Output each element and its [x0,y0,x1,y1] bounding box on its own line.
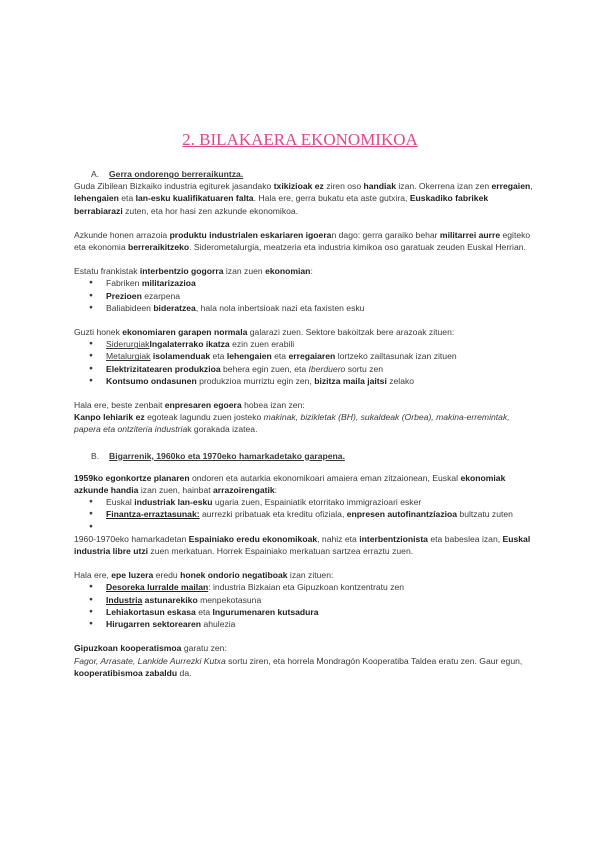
list-item: ● Hirugarren sektorearen ahulezia [74,618,534,630]
paragraph: Estatu frankistak interbentzio gogorra izan zuen ekonomian: [74,266,313,277]
paragraph: 1960-1970eko hamarkadetan Espainiako eredu ekonomikoak, nahiz eta interbentzionista eta babeslea izan, Euskal industria libre utzi zuen merkatuan. Horrek Espainiako merkatuan sartzea erraztu zuen. [74,533,531,557]
list-item [74,521,534,533]
paragraph: Gipuzkoan kooperatismoa garatu zen: [74,643,227,654]
bullet-list [74,338,534,387]
paragraph: Guzti honek ekonomiaren garapen normala galarazi zuen. Sektore bakoitzak bere arazoak zituen: [74,327,455,338]
paragraph: 1959ko egonkortze planaren ondoren eta autarkia ekonomikoari amaiera eman zitzaionean, Euskal ekonomiak azkunde handia izan zuen, hainbat arrazoirengatik: [74,472,506,496]
document-body [74,168,534,679]
paragraph: Fagor, Arrasate, Lankide Aurrezki Kutxa sortu ziren, eta horrela Mondragón Kooperatiba Taldea eratu zen. Gaur egun, kooperatibismoa zabaldu da. [74,655,523,678]
paragraph: Hala ere, beste zenbait enpresaren egoera hobea izan zen: [74,400,305,411]
list-item: ● SiderurgiakIngalaterrako ikatza ezin zuen erabili [74,338,534,350]
paragraph: Kanpo lehiarik ez egoteak lagundu zuen josteko makinak, bizikletak (BH), sukaldeak (Orbea), makina-erremintak, papera eta ontziteria industriak gorakada izatea. [74,412,510,435]
section-title: Bigarrenik, 1960ko eta 1970eko hamarkadetako garapena. [109,450,345,461]
page-title [0,130,600,150]
title-text: 2. BILAKAERA EKONOMIKOA [182,130,418,149]
section-title: Gerra ondorengo berreraikuntza. [109,169,244,179]
list-item: ● Desoreka lurralde mailan: industria Bizkaian eta Gipuzkoan kontzentratu zen [74,581,534,593]
section-heading-b [74,450,534,462]
bullet-list [74,581,534,630]
bullet-list [74,277,534,314]
paragraph: Hala ere, epe luzera eredu honek ondorio negatiboak izan zituen: [74,570,334,581]
list-item: ● Baliabideen bideratzea, hala nola inbertsioak nazi eta faxisten esku [74,302,534,314]
paragraph: Guda Zibilean Bizkaiko industria egiturek jasandako txikizioak ez ziren oso handiak izan. Okerrena izan zen erregaien, lehengaien eta lan-esku kualifikatuaren falta. Hala ere, gerra bukatu eta aste gutxira, Euskadiko fabrikek berrabiarazi zuten, eta hor hasi zen azkunde ekonomikoa. [74,181,533,216]
section-heading-a [74,168,534,180]
list-item: ● Fabriken militarizazioa [74,277,534,289]
list-item: ● Industria astunarekiko menpekotasuna [74,594,534,606]
list-item: ● Prezioen ezarpena [74,290,534,302]
list-item: ● Kontsumo ondasunen produkzioa murriztu egin zen, bizitza maila jaitsi zelako [74,375,534,387]
section-label: A. [91,169,100,179]
list-item: ● Elektrizitatearen produkzioa behera egin zuen, eta Iberduero sortu zen [74,363,534,375]
list-item: ● Finantza-erraztasunak: aurrezki pribatuak eta kreditu ofiziala, enpresen autofinantzíazioa bultzatu zuten [74,508,534,520]
list-item: ● Euskal industriak lan-esku ugaria zuen, Espainiatik etorritako immigrazioari esker [74,496,534,508]
bullet-list [74,496,534,533]
section-label: B. [91,450,100,461]
list-item: ● Metalurgiak isolamenduak eta lehengaien eta erregaiaren lortzeko zailtasunak izan zituen [74,350,534,362]
paragraph: Azkunde honen arrazoia produktu industrialen eskariaren igoeran dago: gerra garaiko behar militarrei aurre egiteko eta ekonomia berreraikitzeko. Siderometalurgia, meatzeria eta industria kimikoa oso garatuak zeuden Euskal Herrian. [74,229,531,253]
list-item: ● Lehiakortasun eskasa eta Ingurumenaren kutsadura [74,606,534,618]
